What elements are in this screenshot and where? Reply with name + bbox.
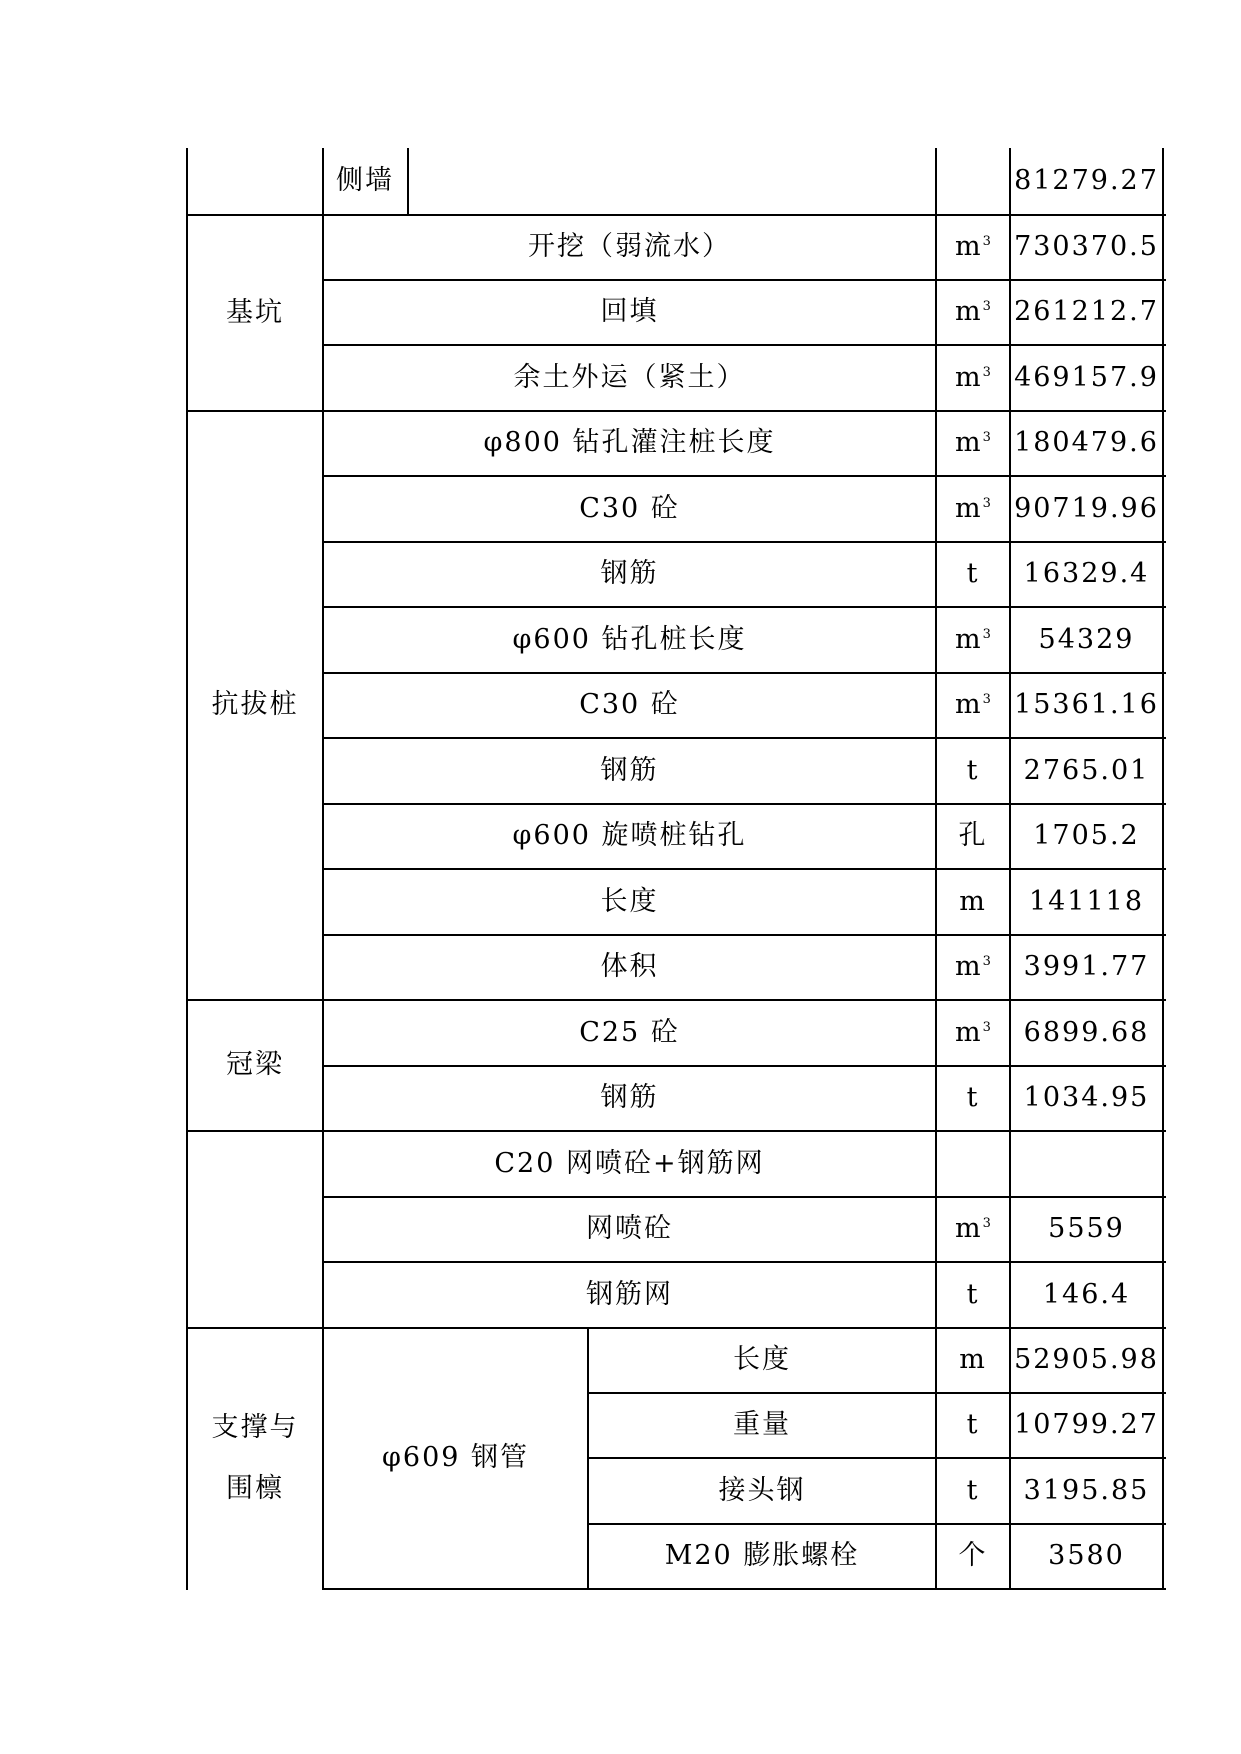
item-cell: 接头钢 — [718, 1474, 806, 1506]
value-label: 81279.27 — [1014, 164, 1159, 196]
item-cell — [324, 148, 407, 214]
value-cell: 5559 — [1048, 1213, 1125, 1245]
value-cell: 3195.85 — [1023, 1474, 1150, 1506]
unit-cell: 孔 — [958, 820, 988, 852]
group-label-guanliang: 冠梁 — [226, 1049, 284, 1081]
item-cell: 钢筋 — [600, 558, 659, 590]
item-label: 侧墙 — [336, 164, 394, 196]
unit-cell: t — [966, 1082, 980, 1114]
unit-cell: $m^3$ — [955, 1213, 991, 1245]
group-label-gangguan: φ609 钢管 — [381, 1442, 530, 1474]
value-cell: 90719.96 — [1014, 492, 1159, 524]
value-cell — [1011, 1132, 1162, 1196]
value-cell: 730370.5 — [1014, 231, 1159, 263]
unit-cell: m — [959, 1344, 987, 1376]
unit-cell — [937, 148, 1009, 214]
value-cell: 1034.95 — [1023, 1082, 1150, 1114]
value-cell: 3580 — [1048, 1540, 1125, 1572]
item-cell: 开挖（弱流水） — [528, 231, 731, 263]
unit-cell: t — [966, 558, 980, 590]
group-label-zhicheng: 支撑与 围檩 — [211, 1412, 299, 1504]
value-cell: 141118 — [1028, 885, 1145, 917]
item-cell: C20 网喷砼+钢筋网 — [494, 1147, 765, 1179]
value-cell: 15361.16 — [1014, 689, 1159, 721]
value-cell — [1011, 148, 1162, 214]
unit-cell: $m^3$ — [955, 689, 991, 721]
item-cell: 钢筋网 — [586, 1278, 673, 1310]
value-cell: 469157.9 — [1014, 361, 1159, 393]
item-cell: 体积 — [600, 951, 659, 983]
value-cell: 261212.7 — [1014, 296, 1159, 328]
unit-cell: t — [966, 754, 980, 786]
item-cell: 重量 — [733, 1409, 791, 1441]
unit-cell: $m^3$ — [955, 492, 991, 524]
value-cell: 1705.2 — [1033, 820, 1140, 852]
value-cell: 54329 — [1038, 623, 1135, 655]
item-cell: M20 膨胀螺栓 — [664, 1540, 860, 1572]
item-cell: 长度 — [733, 1344, 791, 1376]
value-cell: 180479.6 — [1014, 427, 1159, 459]
item-cell: 钢筋 — [600, 1082, 659, 1114]
group-label-jikeng: 基坑 — [226, 296, 284, 328]
item-cell: 长度 — [600, 885, 659, 917]
unit-cell: $m^3$ — [955, 361, 991, 393]
unit-cell: 个 — [958, 1540, 988, 1572]
item-cell: φ600 旋喷桩钻孔 — [512, 820, 747, 852]
item-cell: 回填 — [600, 296, 659, 328]
unit-cell: $m^3$ — [955, 623, 991, 655]
item-cell: 网喷砼 — [586, 1213, 673, 1245]
value-cell: 3991.77 — [1023, 951, 1150, 983]
rule — [407, 148, 409, 215]
value-cell: 16329.4 — [1023, 558, 1150, 590]
value-cell: 146.4 — [1042, 1278, 1131, 1310]
unit-cell: t — [966, 1409, 980, 1441]
unit-cell: m — [959, 885, 987, 917]
value-cell: 10799.27 — [1014, 1409, 1159, 1441]
item-cell: C30 砼 — [579, 492, 680, 524]
item-cell: C30 砼 — [579, 689, 680, 721]
unit-cell — [937, 1132, 1009, 1196]
unit-cell: $m^3$ — [955, 296, 991, 328]
unit-cell: $m^3$ — [955, 231, 991, 263]
unit-cell: $m^3$ — [955, 951, 991, 983]
item-cell: C25 砼 — [579, 1016, 680, 1048]
item-cell: 余土外运（紧土） — [513, 361, 746, 393]
group-label-kangbazhuang: 抗拔桩 — [211, 689, 299, 721]
value-cell: 2765.01 — [1023, 754, 1150, 786]
rule — [1162, 148, 1164, 1590]
unit-cell: $m^3$ — [955, 427, 991, 459]
value-cell: 52905.98 — [1014, 1344, 1159, 1376]
item-cell: φ800 钻孔灌注桩长度 — [483, 427, 776, 459]
unit-cell: t — [966, 1474, 980, 1506]
item-cell: φ600 钻孔桩长度 — [512, 623, 747, 655]
unit-cell: $m^3$ — [955, 1016, 991, 1048]
item-cell: 钢筋 — [600, 754, 659, 786]
rule — [323, 1588, 1166, 1590]
unit-cell: t — [966, 1278, 980, 1310]
value-cell: 6899.68 — [1023, 1016, 1150, 1048]
